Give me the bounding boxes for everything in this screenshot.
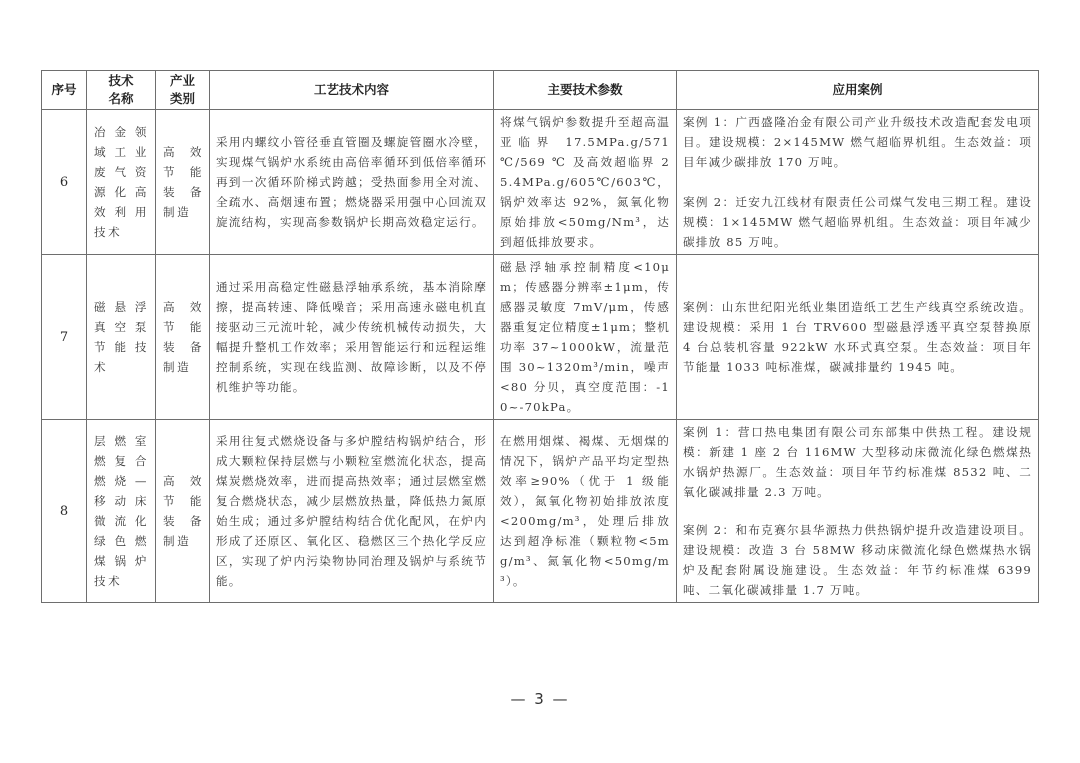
technology-name-text: 层燃室燃复合燃烧—移动床微流化绿色燃煤锅炉技术 xyxy=(94,434,149,588)
header-category xyxy=(156,71,210,110)
process-content-text: 采用往复式燃烧设备与多炉膛结构锅炉结合，形成大颗粒保持层燃与小颗粒室燃流化状态，提高煤炭燃烧效率，进而提高热效率；通过层燃室燃复合燃烧状态，减少层燃放热量，降低热力氮原始生成；通过多炉膛结构结合优化配风，在炉内形成了还原区、氧化区、稳燃区三个热化学反应区，实现了炉内污染物协同治理及锅炉与系统节能。 xyxy=(216,434,487,588)
row-number-text: 8 xyxy=(59,503,69,519)
page-number: — 3 — xyxy=(510,690,570,708)
process-content xyxy=(210,255,494,420)
case-item: 案例 1：营口热电集团有限公司东部集中供热工程。建设规模：新建 1 座 2 台 116MW 大型移动床微流化绿色燃煤热水锅炉热源厂。生态效益：项目年节约标准煤 8532 吨、二氧化碳减排量 2.3 万吨。 xyxy=(683,425,1032,499)
technical-params xyxy=(494,255,677,420)
industry-category xyxy=(156,110,210,255)
header-category-label: 产业类别 xyxy=(169,73,195,106)
header-params xyxy=(494,71,677,110)
technology-name-text: 冶金领域工业废气资源化高效利用技术 xyxy=(94,125,149,239)
process-content xyxy=(210,110,494,255)
technology-name xyxy=(87,255,156,420)
case-item: 案例：山东世纪阳光纸业集团造纸工艺生产线真空系统改造。建设规模：采用 1 台 TRV600 型磁悬浮透平真空泵替换原 4 台总装机容量 922kW 水环式真空泵。生态效益：项目年节能量 1033 吨标准煤，碳减排量约 1945 吨。 xyxy=(683,300,1032,374)
technical-params xyxy=(494,110,677,255)
technical-params-text: 在燃用烟煤、褐煤、无烟煤的情况下，锅炉产品平均定型热效率≥90%（优于 1 级能效），氮氧化物初始排放浓度<200mg/m³，处理后排放达到超净标准（颗粒物<5mg/m³、氮氧化物<50mg/m³）。 xyxy=(500,434,670,588)
header-name-label: 技术名称 xyxy=(108,73,134,106)
table-header-row xyxy=(42,71,1039,110)
technology-name xyxy=(87,110,156,255)
row-number xyxy=(42,110,87,255)
technology-table xyxy=(41,70,1039,603)
industry-category-text: 高效节能装备制造 xyxy=(163,474,204,548)
technical-params-text: 将煤气锅炉参数提升至超高温亚临界 17.5MPa.g/571 ℃/569 ℃ 及高效超临界 25.4MPa.g/605℃/603℃，锅炉效率达 92%，氮氧化物原始排放<50mg/Nm³，达到超低排放要求。 xyxy=(500,115,670,249)
header-process-label: 工艺技术内容 xyxy=(313,82,389,97)
application-cases xyxy=(677,255,1039,420)
industry-category xyxy=(156,420,210,603)
header-params-label: 主要技术参数 xyxy=(547,82,623,97)
row-number xyxy=(42,420,87,603)
industry-category xyxy=(156,255,210,420)
table-row xyxy=(42,420,1039,603)
technical-params xyxy=(494,420,677,603)
case-item: 案例 1：广西盛隆冶金有限公司产业升级技术改造配套发电项目。建设规模：2×145MW 燃气超临界机组。生态效益：项目年减少碳排放 170 万吨。 xyxy=(683,115,1032,169)
process-content-text: 采用内螺纹小管径垂直管圈及螺旋管圈水冷壁，实现煤气锅炉水系统由高倍率循环到低倍率循环再到一次循环阶梯式跨越；受热面参用全对流、全疏水、高烟速布置；燃烧器采用强中心回流双旋流结构，实现高参数锅炉长期高效稳定运行。 xyxy=(216,135,487,229)
case-item: 案例 2：迁安九江线材有限责任公司煤气发电三期工程。建设规模：1×145MW 燃气超临界机组。生态效益：项目年减少碳排放 85 万吨。 xyxy=(683,195,1032,249)
table-row xyxy=(42,110,1039,255)
header-process xyxy=(210,71,494,110)
technical-params-text: 磁悬浮轴承控制精度<10μm；传感器分辨率±1μm，传感器灵敏度 7mV/μm，传感器重复定位精度±1μm；整机功率 37~1000kW，流量范围 30~1320m³/min，噪声<80 分贝，真空度范围：-10~-70kPa。 xyxy=(500,260,670,414)
application-cases xyxy=(677,110,1039,255)
technology-name-text: 磁悬浮真空泵节能技术 xyxy=(94,300,149,374)
application-cases xyxy=(677,420,1039,603)
header-cases xyxy=(677,71,1039,110)
industry-category-text: 高效节能装备制造 xyxy=(163,145,204,219)
table-row xyxy=(42,255,1039,420)
row-number-text: 7 xyxy=(59,329,69,345)
row-number-text: 6 xyxy=(59,174,69,190)
header-name xyxy=(87,71,156,110)
process-content xyxy=(210,420,494,603)
technology-name xyxy=(87,420,156,603)
header-cases-label: 应用案例 xyxy=(832,82,883,97)
process-content-text: 通过采用高稳定性磁悬浮轴承系统，基本消除摩擦，提高转速、降低噪音；采用高速永磁电机直接驱动三元流叶轮，减少传统机械传动损失，大幅提升整机工作效率；采用智能运行和远程运维控制系统，实现在线监测、故障诊断，以及不停机维护等功能。 xyxy=(216,280,487,394)
case-item: 案例 2：和布克赛尔县华源热力供热锅炉提升改造建设项目。建设规模：改造 3 台 58MW 移动床微流化绿色燃煤热水锅炉及配套附属设施建设。生态效益：年节约标准煤 6399 吨、二氧化碳减排量 1.7 万吨。 xyxy=(683,523,1032,597)
header-no-label: 序号 xyxy=(51,82,77,97)
row-number xyxy=(42,255,87,420)
header-no xyxy=(42,71,87,110)
industry-category-text: 高效节能装备制造 xyxy=(163,300,204,374)
